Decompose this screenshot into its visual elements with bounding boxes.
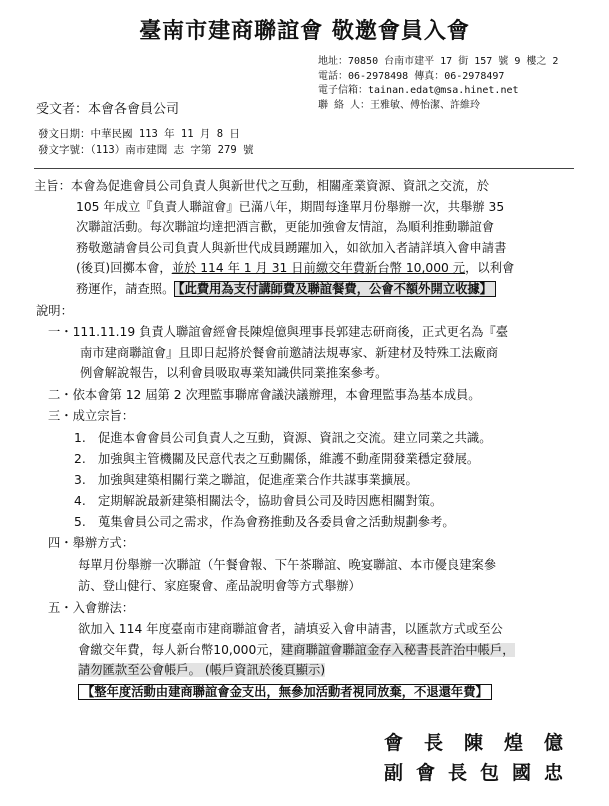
explanation-label: 說明：	[36, 304, 73, 318]
contact-address: 地址：70850 台南市建平 17 街 157 號 9 樓之 2	[318, 56, 559, 67]
subject-line-5: (後頁)回擲本會，並於 114 年 1 月 31 日前繳交年費新台幣 10,000 元，以利會	[76, 261, 515, 275]
account-highlight: 建商聯誼會聯誼金存入秘書長許治中帳戶，	[280, 643, 515, 657]
contact-person: 聯 絡 人：王雅敏、傅怡潔、許維玲	[318, 99, 481, 111]
issue-date: 發文日期：中華民國 113 年 11 月 8 日	[38, 128, 240, 140]
item-5-line-1: 欲加入 114 年度臺南市建商聯誼會者，請填妥入會申請書，以匯款方式或至公	[78, 622, 503, 636]
item-4-heading: 四・舉辦方式：	[48, 536, 135, 550]
signature-char: 會	[384, 732, 405, 754]
purpose-4: 4. 定期解說最新建築相關法令，協助會員公司及時因應相關對策。	[74, 494, 443, 508]
item-4-line-2: 訪、登山健行、家庭聚會、產品說明會等方式舉辦）	[78, 579, 361, 593]
signature-char: 忠	[543, 762, 564, 784]
item-3-heading: 三・成立宗旨：	[48, 409, 135, 423]
subject-line-3: 次聯誼活動。每次聯誼均達把酒言歡，更能加強會友情誼，為順利推動聯誼會	[76, 220, 495, 234]
document-title: 臺南市建商聯誼會 敬邀會員入會	[139, 19, 470, 44]
purpose-1: 1. 促進本會會員公司負責人之互動，資源、資訊之交流。建立同業之共識。	[74, 431, 492, 445]
purpose-2: 2. 加強與主管機關及民意代表之互動關係，維護不動產開發業穩定發展。	[74, 452, 480, 466]
signature-char: 億	[543, 732, 564, 754]
item-5-line-2: 會繳交年費，每人新台幣10,000元，建商聯誼會聯誼金存入秘書長許治中帳戶，	[78, 643, 515, 657]
signature-char: 長	[447, 762, 468, 784]
signature-char: 副	[384, 762, 405, 784]
subject-line-6: 務運作，請查照。 【此費用為支付講師費及聯誼餐費，公會不額外開立收據】	[76, 279, 496, 300]
signature-char: 國	[511, 762, 532, 784]
issue-number: 發文字號：（113）南市建聞 志 字第 279 號	[38, 144, 254, 156]
signature-char: 陳	[463, 732, 484, 754]
signature-char: 包	[479, 762, 500, 784]
divider	[34, 168, 574, 169]
subject-line-2: 105 年成立『負責人聯誼會』已滿八年，期間每逢單月份舉辦一次，共舉辦 35	[76, 199, 505, 214]
purpose-5: 5. 蒐集會員公司之需求，作為會務推動及各委員會之活動規劃參考。	[74, 515, 455, 529]
vice-president-signature	[384, 758, 564, 785]
annual-fee-notice: 【整年度活動由建商聯誼會金支出，無參加活動者視同放棄，不退還年費】	[78, 682, 492, 703]
item-2: 二・依本會第 12 屆第 2 次理監事聯席會議決議辦理，本會理監事為基本成員。	[48, 388, 481, 402]
president-signature	[384, 728, 564, 755]
signature-char: 會	[415, 762, 436, 784]
item-5-line-3: 請勿匯款至公會帳戶。 (帳戶資訊於後頁顯示)	[78, 663, 326, 677]
contact-email: 電子信箱：tainan.edat@msa.hinet.net	[318, 85, 519, 96]
signature-char: 煌	[503, 732, 524, 754]
item-4-line-1: 每單月份舉辦一次聯誼（午餐會報、下午茶聯誼、晚宴聯誼、本市優良建案參	[78, 558, 497, 572]
fee-notice: 【此費用為支付講師費及聯誼餐費，公會不額外開立收據】	[174, 281, 496, 297]
purpose-3: 3. 加強與建築相關行業之聯誼，促進產業合作共謀事業擴展。	[74, 473, 418, 487]
recipient: 受文者：本會各會員公司	[36, 102, 180, 117]
subject-line-1: 主旨：本會為促進會員公司負責人與新世代之互動，相關產業資源、資訊之交流，於	[34, 179, 489, 193]
contact-phone-fax: 電話：06-2978498 傳真：06-2978497	[318, 70, 505, 82]
item-1-line-3: 例會解說報告，以利會員吸取專業知識供同業推案參考。	[80, 366, 388, 380]
item-1-line-2: 南市建商聯誼會』且即日起將於餐會前邀請法規專家、新建材及特殊工法廠商	[80, 345, 499, 360]
item-1-line-1: 一・111.11.19 負責人聯誼會經會長陳煌億與理事長郭建志研商後，正式更名為『臺	[48, 325, 508, 339]
fee-deadline: 並於 114 年 1 月 31 日前繳交年費新台幣 10,000 元	[171, 261, 466, 275]
signature-char: 長	[423, 732, 444, 754]
item-5-heading: 五・入會辦法：	[48, 601, 135, 615]
subject-line-4: 務敬邀請會員公司負責人與新世代成員踴躍加入，如欲加入者請詳填入會申請書	[76, 240, 507, 255]
